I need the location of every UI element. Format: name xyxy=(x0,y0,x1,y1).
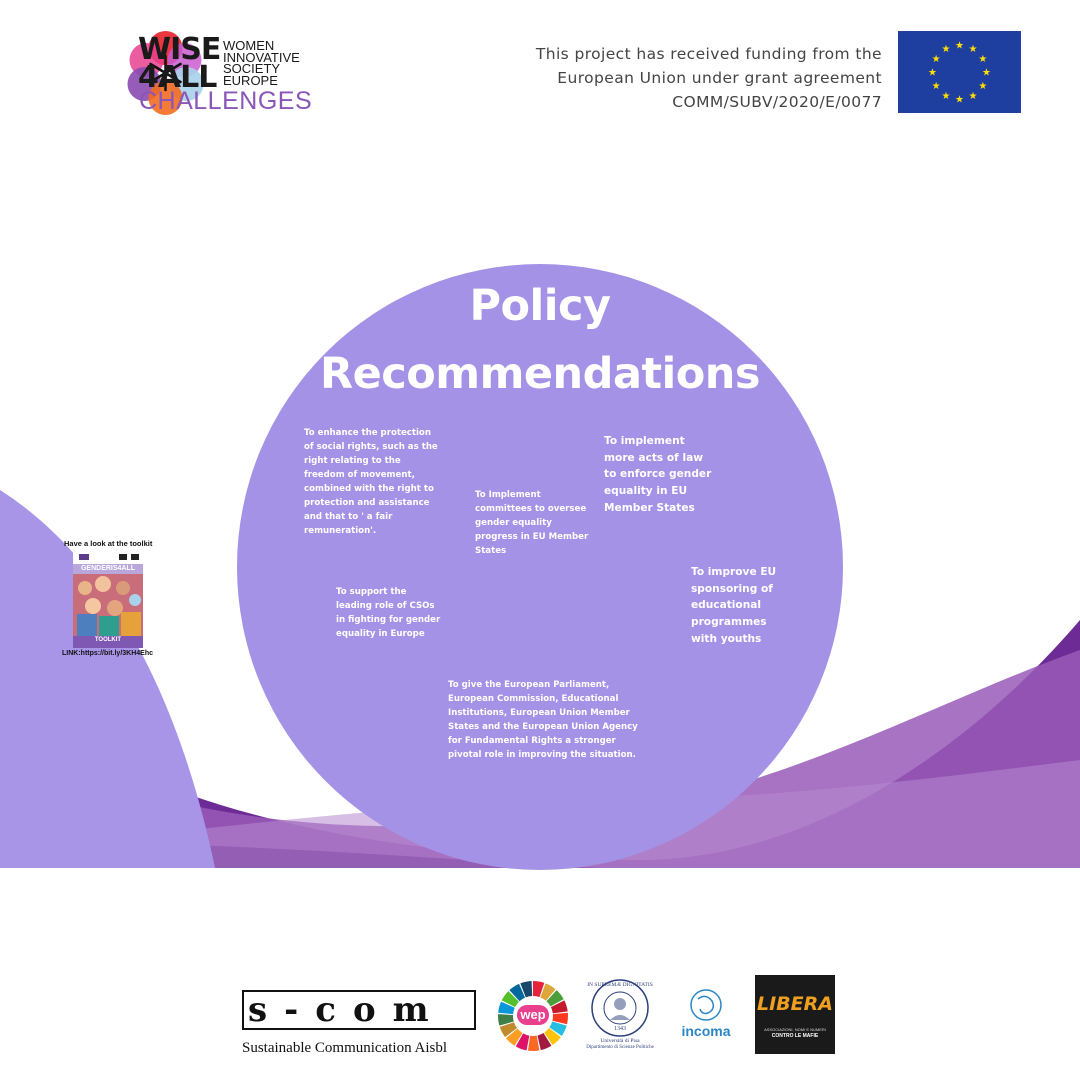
eu-star-icon: ★ xyxy=(955,40,964,52)
incoma-logo xyxy=(670,985,742,1045)
wep-label: wep xyxy=(517,1005,549,1025)
incoma-globe-icon xyxy=(670,985,742,1025)
scom-logo xyxy=(242,990,478,1058)
eu-star-icon: ★ xyxy=(941,44,951,56)
scom-caption: Sustainable Communication Aisbl xyxy=(242,1040,447,1056)
toolkit-label: Have a look at the toolkit xyxy=(64,539,153,548)
logo-subtitle xyxy=(223,40,300,86)
eu-star-icon: ★ xyxy=(978,81,988,92)
unipisa-logo xyxy=(580,978,660,1056)
unipisa-caption1: Università di Pisa xyxy=(600,1038,640,1044)
scom-letters: s-com xyxy=(248,990,446,1030)
logo-word-line2: 4ALL xyxy=(138,60,217,95)
eu-stars xyxy=(898,31,1021,113)
logo-sub-line: WOMEN xyxy=(223,38,275,53)
toolkit-link[interactable]: LINK:https://bit.ly/3KH4Ehc xyxy=(62,650,154,657)
unipisa-caption2: Dipartimento di Scienze Politiche xyxy=(586,1045,654,1050)
libera-label: LIBERA xyxy=(757,993,833,1015)
logo-challenges: CHALLENGES xyxy=(139,87,313,115)
wep-logo xyxy=(497,980,569,1052)
recommendation-csos: To support the leading role of CSOs in fighting for gender equality in Europe xyxy=(336,587,441,639)
recommendation-institutions: To give the European Parliament, European Commission, Educational Institutions, European Union Member States and the European Union Agency for Fundamental Rights a stronger pivotal role in improving the situation. xyxy=(448,680,638,760)
funding-line: European Union under grant agreement xyxy=(557,69,882,87)
sdg-segment xyxy=(528,1036,539,1051)
eu-star-icon: ★ xyxy=(978,54,988,65)
title-line2: Recommendations xyxy=(319,349,761,399)
eu-star-icon: ★ xyxy=(931,81,941,92)
eu-star-icon: ★ xyxy=(968,44,978,56)
logo-sub-line: SOCIETY xyxy=(223,61,281,76)
funding-notice xyxy=(536,42,882,114)
logo-word-line1: WISE xyxy=(138,32,221,67)
page-title xyxy=(300,272,780,408)
eu-star-icon: ★ xyxy=(941,90,951,102)
toolkit-cover-footer: TOOLKIT xyxy=(94,637,122,643)
logo-sub-line: INNOVATIVE xyxy=(223,49,300,65)
eu-star-icon: ★ xyxy=(931,54,941,65)
eu-star-icon: ★ xyxy=(968,90,978,102)
toolkit-cover-title: GENDERIS4ALL xyxy=(80,565,136,572)
recommendation-committees: To Implement committees to oversee gender equality progress in EU Member States xyxy=(475,490,589,556)
eu-star-icon: ★ xyxy=(955,94,964,106)
recommendation-sponsoring: To improve EU sponsoring of educational programmes with youths xyxy=(691,566,777,645)
funding-line: This project has received funding from the xyxy=(535,45,882,63)
libera-sub1: ASSOCIAZIONI, NOMI E NUMERI xyxy=(764,1027,826,1032)
incoma-label: incoma xyxy=(681,1023,731,1039)
eu-star-icon: ★ xyxy=(982,67,991,79)
logo-wordmark xyxy=(138,32,221,95)
libera-logo xyxy=(755,975,835,1054)
logo-sub-line: EUROPE xyxy=(223,72,278,88)
title-line1: Policy xyxy=(469,281,611,331)
eu-flag-icon xyxy=(898,31,1021,113)
eu-star-icon: ★ xyxy=(928,67,937,79)
funding-line: COMM/SUBV/2020/E/0077 xyxy=(672,93,882,111)
libera-sub2: CONTRO LE MAFIE xyxy=(771,1033,819,1039)
toolkit-cover[interactable] xyxy=(73,550,143,648)
recommendation-acts-of-law: To implement more acts of law to enforce gender equality in EU Member States xyxy=(604,435,712,514)
unipisa-motto: IN SUPREMÆ DIGNITATIS xyxy=(587,982,653,988)
recommendation-social-rights: To enhance the protection of social rights, such as the right relating to the freedom of movement, combined with the right to protection and assistance and that to ' a fair remuneration'. xyxy=(304,428,438,536)
unipisa-year: 1343 xyxy=(614,1026,626,1032)
